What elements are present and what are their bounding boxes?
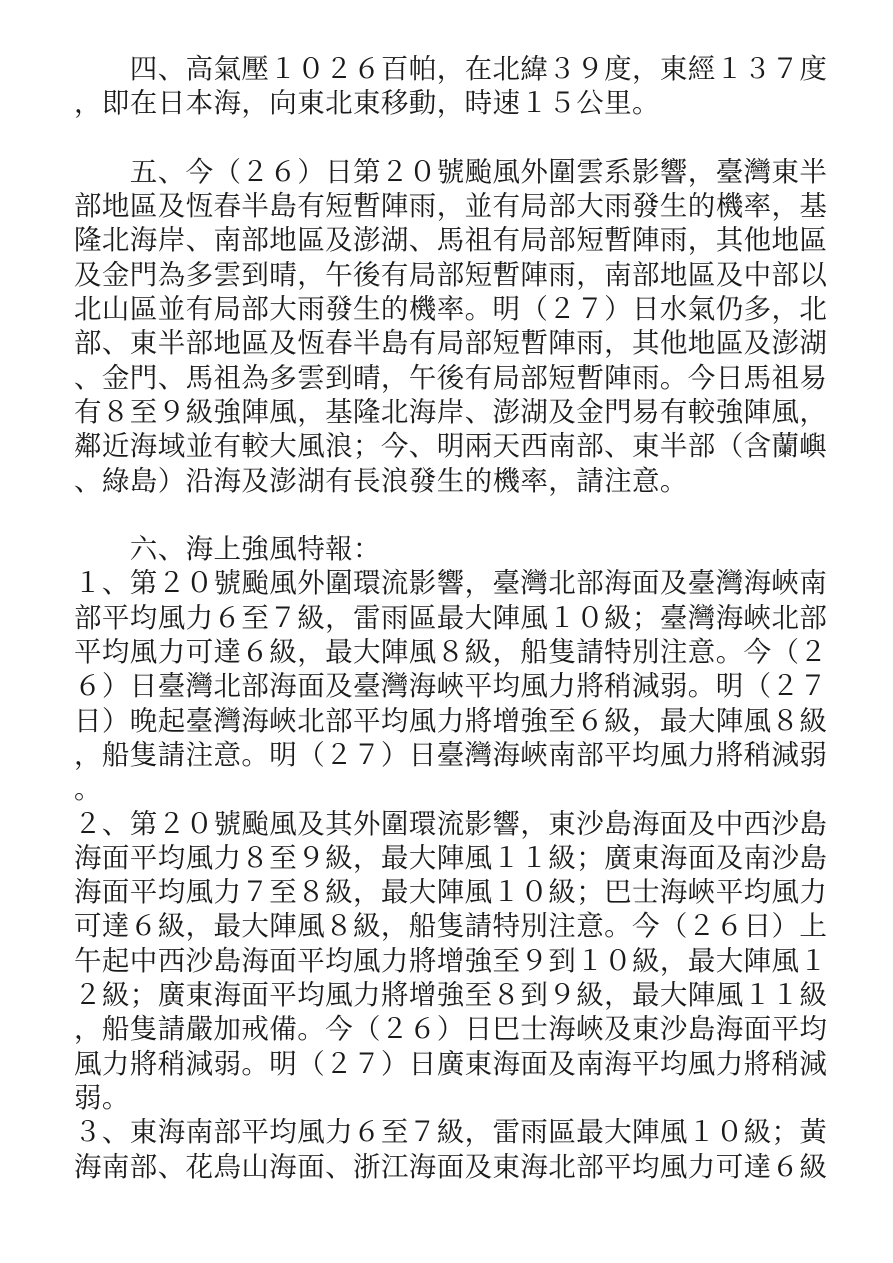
item-1-line-7: 。 <box>74 773 102 806</box>
item-2-line-7: ，船隻請嚴加戒備。今（２６）日巴士海峽及東沙島海面平均 <box>74 1013 828 1046</box>
item-2-line-5: 午起中西沙島海面平均風力將增強至９到１０級，最大陣風１ <box>74 944 828 977</box>
item-2-line-4: 可達６級，最大陣風８級，船隻請特別注意。今（２６日）上 <box>74 910 828 943</box>
item-1-line-5: 日）晚起臺灣海峽北部平均風力將增強至６級，最大陣風８級 <box>74 704 828 737</box>
section-6-heading: 六、海上強風特報： <box>74 533 381 566</box>
item-1-line-6: ，船隻請注意。明（２７）日臺灣海峽南部平均風力將稍減弱 <box>74 738 828 771</box>
item-2-line-1: ２、第２０號颱風及其外圍環流影響，東沙島海面及中西沙島 <box>74 807 828 840</box>
item-3-line-1: ３、東海南部平均風力６至７級，雷雨區最大陣風１０級；黃 <box>74 1116 828 1149</box>
item-2-line-8: 風力將稍減弱。明（２７）日廣東海面及南海平均風力將稍減 <box>74 1047 828 1080</box>
section-5-line-7: 、金門、馬祖為多雲到晴，午後有局部短暫陣雨。今日馬祖易 <box>74 361 828 394</box>
warning-item-3 <box>74 1115 828 1184</box>
section-4-high-pressure <box>74 52 828 121</box>
paragraph-gap <box>74 121 814 155</box>
item-1-line-1: １、第２０號颱風外圍環流影響，臺灣北部海面及臺灣海峽南 <box>74 567 828 600</box>
warning-item-2 <box>74 807 828 1116</box>
item-1-line-3: 平均風力可達６級，最大陣風８級，船隻請特別注意。今（２ <box>74 636 828 669</box>
item-3-line-2: 海南部、花鳥山海面、浙江海面及東海北部平均風力可達６級 <box>74 1150 828 1183</box>
section-5-line-2: 部地區及恆春半島有短暫陣雨，並有局部大雨發生的機率，基 <box>74 190 828 223</box>
weather-bulletin-text <box>74 52 828 1184</box>
section-4-line-2: ，即在日本海，向東北東移動，時速１５公里。 <box>74 87 660 120</box>
item-1-line-4: ６）日臺灣北部海面及臺灣海峽平均風力將稍減弱。明（２７ <box>74 670 828 703</box>
item-2-line-2: 海面平均風力８至９級，最大陣風１１級；廣東海面及南沙島 <box>74 841 828 874</box>
section-5-line-9: 鄰近海域並有較大風浪；今、明兩天西南部、東半部（含蘭嶼 <box>74 430 828 463</box>
section-5-line-4: 及金門為多雲到晴，午後有局部短暫陣雨，南部地區及中部以 <box>74 258 828 291</box>
item-1-line-2: 部平均風力６至７級，雷雨區最大陣風１０級；臺灣海峽北部 <box>74 601 828 634</box>
paragraph-gap <box>74 498 814 532</box>
item-2-line-9: 弱。 <box>74 1081 130 1114</box>
section-4-line-1: 四、高氣壓１０２６百帕，在北緯３９度，東經１３７度 <box>74 53 828 85</box>
section-6-marine-wind-warning <box>74 532 828 1184</box>
section-5-line-5: 北山區並有局部大雨發生的機率。明（２７）日水氣仍多，北 <box>74 293 828 326</box>
section-5-forecast <box>74 155 828 498</box>
item-2-line-6: ２級；廣東海面平均風力將增強至８到９級，最大陣風１１級 <box>74 979 828 1012</box>
section-5-line-1: 五、今（２６）日第２０號颱風外圍雲系影響，臺灣東半 <box>74 155 828 188</box>
section-5-line-10: 、綠島）沿海及澎湖有長浪發生的機率，請注意。 <box>74 464 688 497</box>
section-5-line-6: 部、東半部地區及恆春半島有局部短暫陣雨，其他地區及澎湖 <box>74 327 828 360</box>
warning-item-1 <box>74 566 828 806</box>
section-5-line-8: 有８至９級強陣風，基隆北海岸、澎湖及金門易有較強陣風， <box>74 395 828 428</box>
item-2-line-3: 海面平均風力７至８級，最大陣風１０級；巴士海峽平均風力 <box>74 876 828 909</box>
section-5-line-3: 隆北海岸、南部地區及澎湖、馬祖有局部短暫陣雨，其他地區 <box>74 224 828 257</box>
